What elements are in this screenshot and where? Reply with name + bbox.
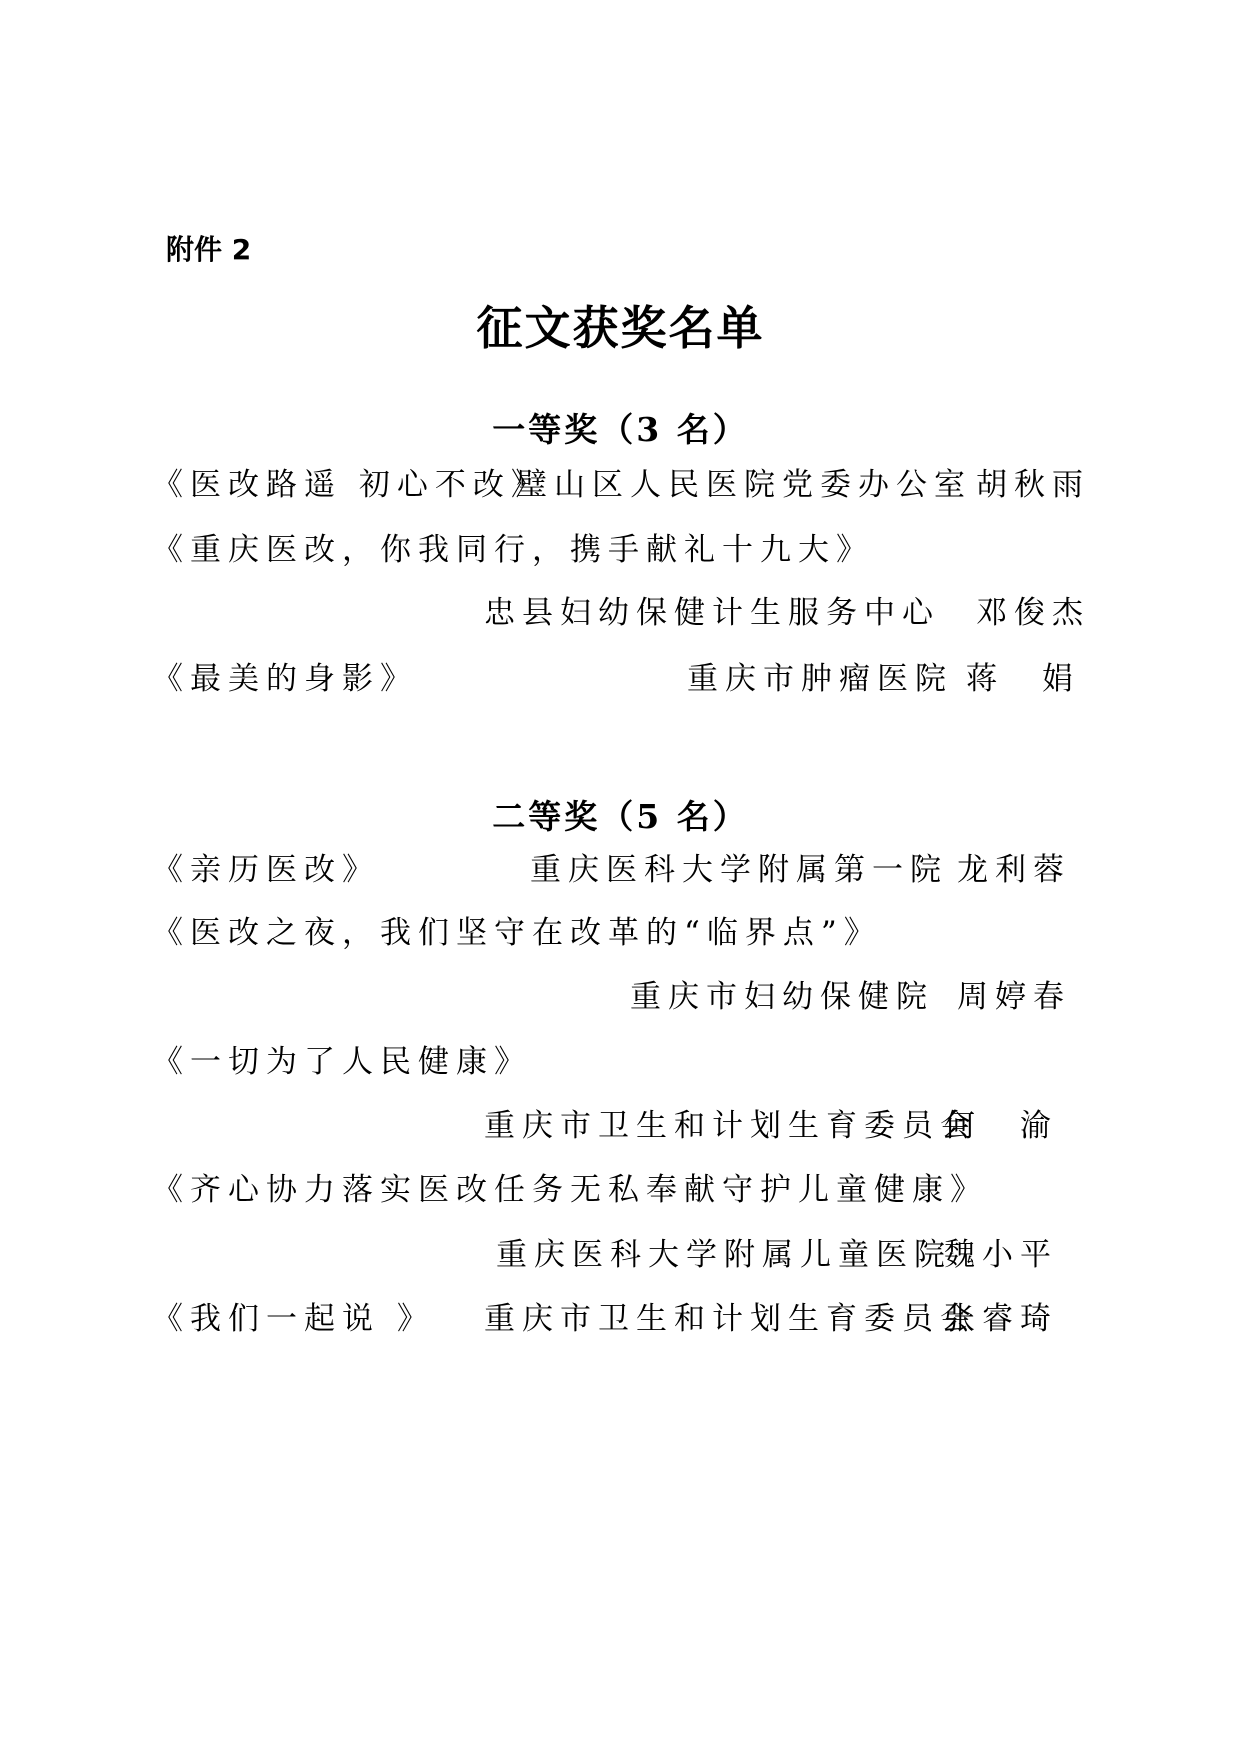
entry-unit: 忠县妇幼保健计生服务中心 bbox=[484, 595, 940, 631]
entry-title: 《齐心协力落实医改任务无私奉献守护儿童健康》 bbox=[152, 1172, 988, 1208]
entry-title: 《医改路遥 初心不改》 bbox=[152, 467, 549, 503]
second-prize-heading: 二等奖（5 名） bbox=[492, 797, 749, 836]
entry-unit: 重庆市卫生和计划生育委员会 bbox=[484, 1301, 978, 1337]
entry-title: 《医改之夜，我们坚守在改革的“临界点”》 bbox=[152, 915, 882, 951]
entry-unit: 重庆市妇幼保健院 bbox=[630, 979, 934, 1015]
attachment-label: 附件 2 bbox=[166, 233, 252, 266]
entry-title: 《我们一起说 》 bbox=[152, 1301, 435, 1337]
entry-author: 蒋 娟 bbox=[966, 661, 1080, 697]
entry-author: 周婷春 bbox=[957, 979, 1071, 1015]
entry-author: 邓俊杰 bbox=[976, 595, 1090, 631]
entry-unit: 重庆市肿瘤医院 bbox=[687, 661, 953, 697]
entry-author: 龙利蓉 bbox=[957, 852, 1071, 888]
entry-title: 《一切为了人民健康》 bbox=[152, 1044, 532, 1080]
entry-title: 《亲历医改》 bbox=[152, 852, 380, 888]
entry-author: 张睿琦 bbox=[944, 1301, 1058, 1337]
entry-author: 胡秋雨 bbox=[976, 467, 1090, 503]
entry-unit: 重庆市卫生和计划生育委员会 bbox=[484, 1108, 978, 1144]
entry-author: 何 渝 bbox=[944, 1108, 1058, 1144]
first-prize-heading: 一等奖（3 名） bbox=[492, 410, 749, 449]
entry-unit: 重庆医科大学附属第一院 bbox=[530, 852, 948, 888]
entry-title: 《重庆医改，你我同行，携手献礼十九大》 bbox=[152, 532, 874, 568]
entry-unit: 璧山区人民医院党委办公室 bbox=[516, 467, 972, 503]
entry-title: 《最美的身影》 bbox=[152, 661, 418, 697]
entry-unit: 重庆医科大学附属儿童医院 bbox=[496, 1237, 952, 1273]
entry-author: 魏小平 bbox=[944, 1237, 1058, 1273]
page-title: 征文获奖名单 bbox=[476, 301, 765, 355]
